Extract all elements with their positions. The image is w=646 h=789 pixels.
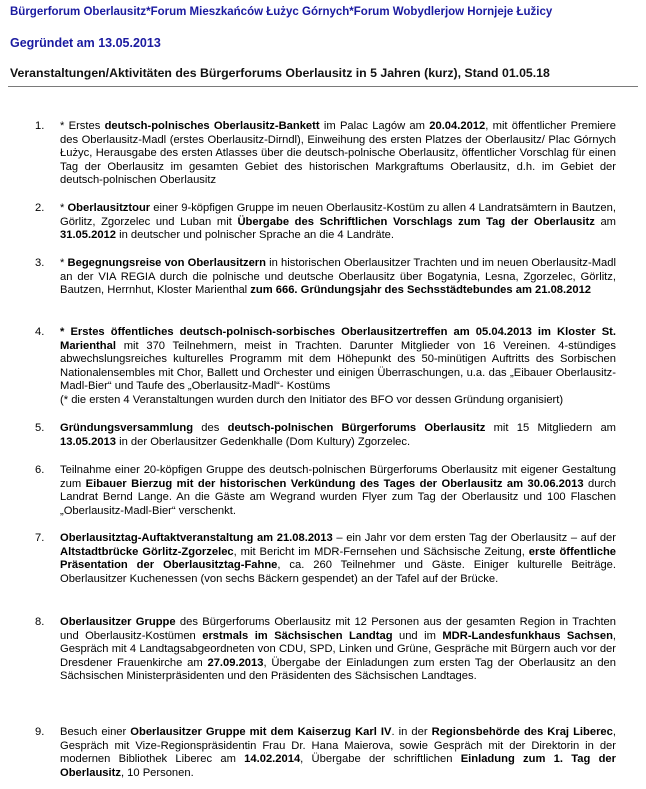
event-text-bold: erste öffentliche Präsentation der Oberlausitztag-Fahne (60, 545, 617, 572)
event-text-run: Teilnahme einer 20-köpfigen Gruppe des deutsch-polnischen Bürgerforums Oberlausitz mit eigener Gestaltung zum (60, 464, 616, 490)
event-text-run: , Gespräch mit 4 Landtagsabgeordneten von CDU, SPD, Linken und Grüne, Gespräche mit Bürgern auch vor der Dresdener Frauenkirche am (60, 629, 617, 669)
event-text-bold: erstmals im Sächsischen Landtag (202, 629, 393, 642)
event-text-run: , mit Bericht im MDR-Fernsehen und Sächsische Zeitung, (233, 545, 529, 558)
event-text-bold: deutsch-polnisches Oberlausitz-Bankett (104, 120, 320, 132)
event-text-run: (* die ersten 4 Veranstaltungen wurden durch den Initiator des BFO vor dessen Gründung organisiert) (60, 393, 564, 406)
event-text-run: , ca. 260 Teilnehmer und Gäste. Einiger kulturelle Beiträge. Oberlausitzer Kuchenessen (von sechs Bäckern gespendet) an der Tafel auf der Brücke. (60, 559, 616, 585)
event-text-run: Besuch einer (60, 726, 131, 738)
event-number: 5. (35, 422, 45, 434)
event-text-bold: Regionsbehörde des Kraj Liberec (431, 726, 613, 738)
event-text-bold: Altstadtbrücke Görlitz-Zgorzelec (60, 545, 234, 558)
event-number: 2. (35, 202, 45, 214)
event-text-run: in deutscher und polnischer Sprache an die 4 Landräte. (116, 229, 395, 242)
event-text (60, 422, 616, 449)
event-text-run: im Palac Lagów am (319, 120, 430, 132)
event-text-bold: zum 666. Gründungsjahr des Sechsstädtebundes am 21.08.2012 (250, 284, 592, 297)
event-text-run: , Übergabe der Einladungen zum ersten Tag der Oberlausitz an den Sächsischen Ministerpräsidenten und den Präsidenten des Sächsischen Landtages. (60, 656, 616, 683)
event-number: 7. (35, 532, 45, 544)
event-text-run: durch Landrat Bernd Lange. An die Gäste am Wegrand wurden Flyer zum Tag der Oberlausitz und 100 Flaschen „Oberlausitz-Madl-Bier“ verschenkt. (60, 477, 617, 517)
event-text-bold: 13.05.2013 (60, 435, 116, 448)
event-text-bold: Gründungsversammlung (60, 422, 194, 434)
event-text-bold: 27.09.2013 (207, 656, 264, 669)
event-text-run: am (594, 215, 616, 228)
event-text-run: , Übergabe der schriftlichen (300, 753, 461, 766)
event-text-bold: MDR-Landesfunkhaus Sachsen (442, 629, 613, 642)
event-text (60, 726, 616, 780)
event-text-run: , 10 Personen. (120, 766, 194, 779)
event-text (60, 532, 616, 586)
event-text-run: einer 9-köpfigen Gruppe im neuen Oberlausitz-Kostüm zu allen 4 Landratsämtern in Bautzen, Görlitz, Zgorzelec und Luban mit (60, 202, 616, 228)
event-number: 9. (35, 726, 45, 738)
founded-date: Gegründet am 13.05.2013 (10, 36, 161, 50)
event-number: 4. (35, 326, 45, 338)
event-text-bold: Oberlausitzer Gruppe mit dem Kaiserzug Karl IV (130, 726, 392, 738)
event-text-run: * (60, 257, 68, 269)
event-text-run: mit 15 Mitgliedern am (485, 422, 616, 434)
event-text-run: – ein Jahr vor dem ersten Tag der Oberlausitz – auf der (332, 532, 617, 544)
event-text-run: in historischen Oberlausitzer Trachten und im neuen Oberlausitz-Madl an der VIA REGIA durch die polnische und deutsche Oberlausitz über Bogatynia, Lesna, Zgorzelec, Görlitz, Bautzen, Herrnhut, Kloster Marienthal (60, 257, 616, 297)
event-text-run: mit 370 Teilnehmern, meist in Trachten. Darunter Mitglieder von 16 Vereinen. 4-stündiges abwechslungsreiches kulturelles Programm mit dem Höhepunkt des 50-minütigen Auftritts des Sorbischen Nationalensembles mit Chor, Ballett und Orchester und einigen Überraschungen, u.a. das „Eibauer Oberlausitz-Madl-Bier“ und Taufe des „Oberlausitz-Madl“- Kostüms (60, 339, 616, 393)
event-text (60, 202, 616, 243)
event-text-bold: 14.02.2014 (244, 753, 301, 766)
event-text-bold: Eibauer Bierzug mit der historischen Verkündung des Tages der Oberlausitz am 30.06.2013 (85, 477, 584, 490)
forum-title: Bürgerforum Oberlausitz*Forum Mieszkańców Łużyc Górnych*Forum Wobydlerjow Hornjeje Łužicy (10, 6, 553, 18)
event-text-run: des Bürgerforums Oberlausitz mit 12 Personen aus der gesamten Region in Trachten und Oberlausitz-Kostümen (60, 616, 616, 642)
event-text-bold: Übergabe des Schriftlichen Vorschlags zum Tag der Oberlausitz (237, 215, 595, 228)
event-text-run: * Erstes (60, 120, 105, 132)
event-text-run: * (60, 202, 68, 214)
event-number: 8. (35, 616, 45, 628)
event-text-run: des (193, 422, 228, 434)
event-text (60, 326, 616, 408)
event-text (60, 257, 616, 298)
event-text-bold: 31.05.2012 (60, 229, 116, 242)
event-text-bold: * Erstes öffentliches deutsch-polnisch-sorbisches Oberlausitzertreffen am 05.04.2013 im Kloster St. Marienthal (60, 326, 616, 352)
event-text-run: , mit öffentlicher Premiere des Oberlausitz-Madl (erstes Oberlausitz-Dirndl), Einweihung des ersten Platzes der Oberlausitz/ Plac Górnych Łużyc, Herausgabe des ersten Atlasses über die deutsch-polnische Oberlausitz, öffentlicher Vorschlag für einen Tag der Oberlausitz im gesamten Gebiet des historischen Markgraftums Oberlausitz, d.h. im Gebiet der deutsch-polnischen Oberlausitz (60, 120, 616, 187)
event-text-run: und im (392, 629, 443, 642)
event-text-run: , Gespräch mit Vize-Regionspräsidentin Frau Dr. Hana Maierova, sowie Gespräch mit der Direktorin in der modernen Bibliothek Liberec am (60, 726, 616, 766)
event-text-bold: Oberlausitztour (67, 202, 151, 214)
event-number: 3. (35, 257, 45, 269)
event-text-bold: deutsch-polnischen Bürgerforums Oberlausitz (227, 422, 486, 434)
divider (8, 86, 638, 87)
event-text-run: . in der (391, 726, 432, 738)
event-text-bold: Begegnungsreise von Oberlausitzern (67, 257, 266, 269)
event-text-bold: Oberlausitzer Gruppe (60, 616, 176, 628)
event-text-bold: 20.04.2012 (429, 120, 486, 132)
event-text-bold: Einladung zum 1. Tag der Oberlausitz (60, 753, 616, 779)
event-number: 6. (35, 464, 45, 476)
event-text-run: in der Oberlausitzer Gedenkhalle (Dom Kultury) Zgorzelec. (116, 435, 411, 448)
event-text (60, 120, 616, 188)
event-text-bold: Oberlausitztag-Auftaktveranstaltung am 21.08.2013 (60, 532, 333, 544)
event-text (60, 464, 616, 518)
event-number: 1. (35, 120, 45, 132)
section-title: Veranstaltungen/Aktivitäten des Bürgerforums Oberlausitz in 5 Jahren (kurz), Stand 01.05.18 (10, 66, 550, 80)
event-text (60, 616, 616, 684)
